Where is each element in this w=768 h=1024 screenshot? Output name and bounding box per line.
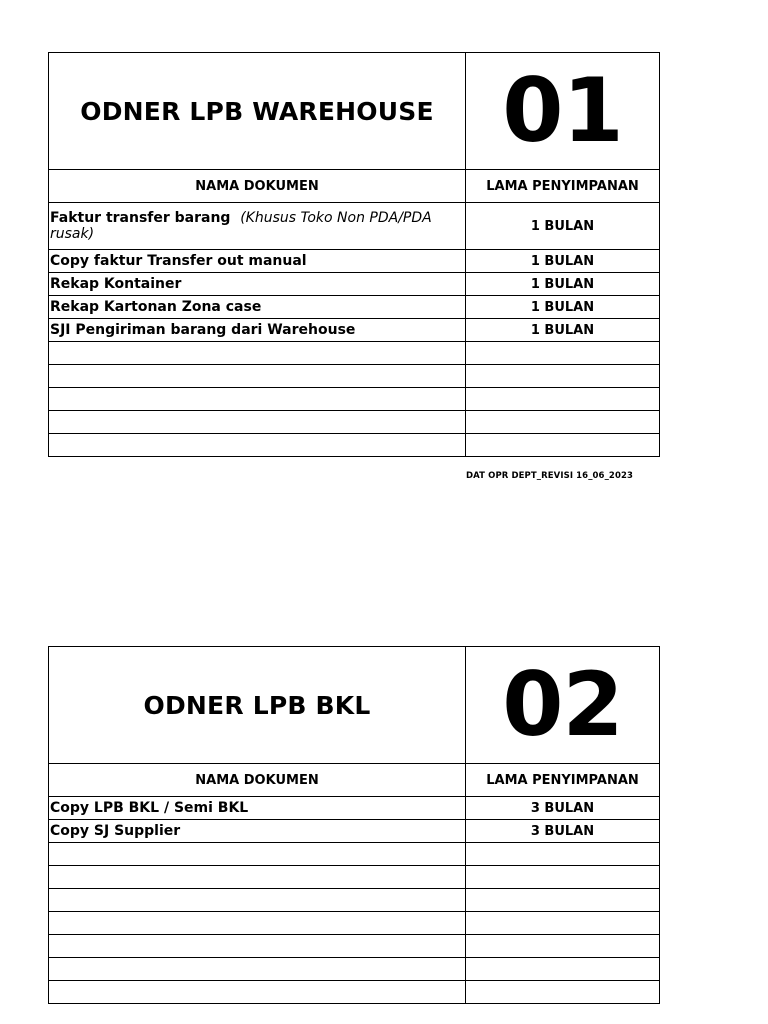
retention-period: 1 BULAN (466, 319, 660, 342)
table-row (49, 797, 660, 820)
empty-table-row (49, 411, 660, 434)
card-header-row (49, 647, 660, 764)
document-name (49, 889, 466, 912)
document-name: Copy LPB BKL / Semi BKL (49, 797, 466, 820)
retention-period (466, 411, 660, 434)
retention-period (466, 958, 660, 981)
document-note: (Khusus Toko Non PDA/PDA rusak) (50, 209, 432, 242)
retention-period (466, 843, 660, 866)
column-header-row (49, 170, 660, 203)
retention-period (466, 981, 660, 1004)
retention-period (466, 434, 660, 457)
document-name: SJI Pengiriman barang dari Warehouse (49, 319, 466, 342)
card-number: 01 (466, 53, 660, 170)
table-row (49, 319, 660, 342)
empty-table-row (49, 958, 660, 981)
document-name: Rekap Kontainer (49, 273, 466, 296)
revision-note: DAT OPR DEPT_REVISI 16_06_2023 (466, 471, 633, 481)
empty-table-row (49, 935, 660, 958)
retention-period: 1 BULAN (466, 273, 660, 296)
document-name (49, 388, 466, 411)
empty-table-row (49, 912, 660, 935)
card-title: ODNER LPB BKL (49, 647, 466, 764)
retention-period (466, 912, 660, 935)
empty-table-row (49, 889, 660, 912)
card-title: ODNER LPB WAREHOUSE (49, 53, 466, 170)
empty-table-row (49, 434, 660, 457)
document-name-cell (49, 203, 466, 250)
retention-period (466, 866, 660, 889)
table-row (49, 820, 660, 843)
retention-period: 1 BULAN (466, 250, 660, 273)
document-name (49, 981, 466, 1004)
table-row (49, 296, 660, 319)
empty-table-row (49, 342, 660, 365)
column-header-document-name: NAMA DOKUMEN (49, 170, 466, 203)
document-name (49, 935, 466, 958)
empty-table-row (49, 981, 660, 1004)
retention-period: 3 BULAN (466, 797, 660, 820)
empty-table-row (49, 843, 660, 866)
card-02-body (49, 647, 660, 1004)
retention-period (466, 889, 660, 912)
table-row (49, 250, 660, 273)
retention-period (466, 342, 660, 365)
document-name (49, 434, 466, 457)
document-name: Faktur transfer barang (50, 209, 231, 226)
empty-table-row (49, 365, 660, 388)
table-row (49, 273, 660, 296)
column-header-document-name: NAMA DOKUMEN (49, 764, 466, 797)
retention-period (466, 935, 660, 958)
document-name: Rekap Kartonan Zona case (49, 296, 466, 319)
column-header-retention: LAMA PENYIMPANAN (466, 170, 660, 203)
document-name: Copy faktur Transfer out manual (49, 250, 466, 273)
document-name (49, 912, 466, 935)
retention-period: 1 BULAN (466, 296, 660, 319)
retention-period (466, 388, 660, 411)
card-number: 02 (466, 647, 660, 764)
card-01-body (49, 53, 660, 457)
column-header-retention: LAMA PENYIMPANAN (466, 764, 660, 797)
document-card-02 (48, 646, 660, 1004)
column-header-row (49, 764, 660, 797)
empty-table-row (49, 866, 660, 889)
document-name (49, 411, 466, 434)
document-name: Copy SJ Supplier (49, 820, 466, 843)
retention-period: 1 BULAN (466, 203, 660, 250)
card-header-row (49, 53, 660, 170)
document-name (49, 843, 466, 866)
document-name (49, 866, 466, 889)
empty-table-row (49, 388, 660, 411)
retention-period: 3 BULAN (466, 820, 660, 843)
retention-period (466, 365, 660, 388)
document-name (49, 342, 466, 365)
table-row (49, 203, 660, 250)
document-card-01 (48, 52, 660, 457)
document-name (49, 365, 466, 388)
document-name (49, 958, 466, 981)
